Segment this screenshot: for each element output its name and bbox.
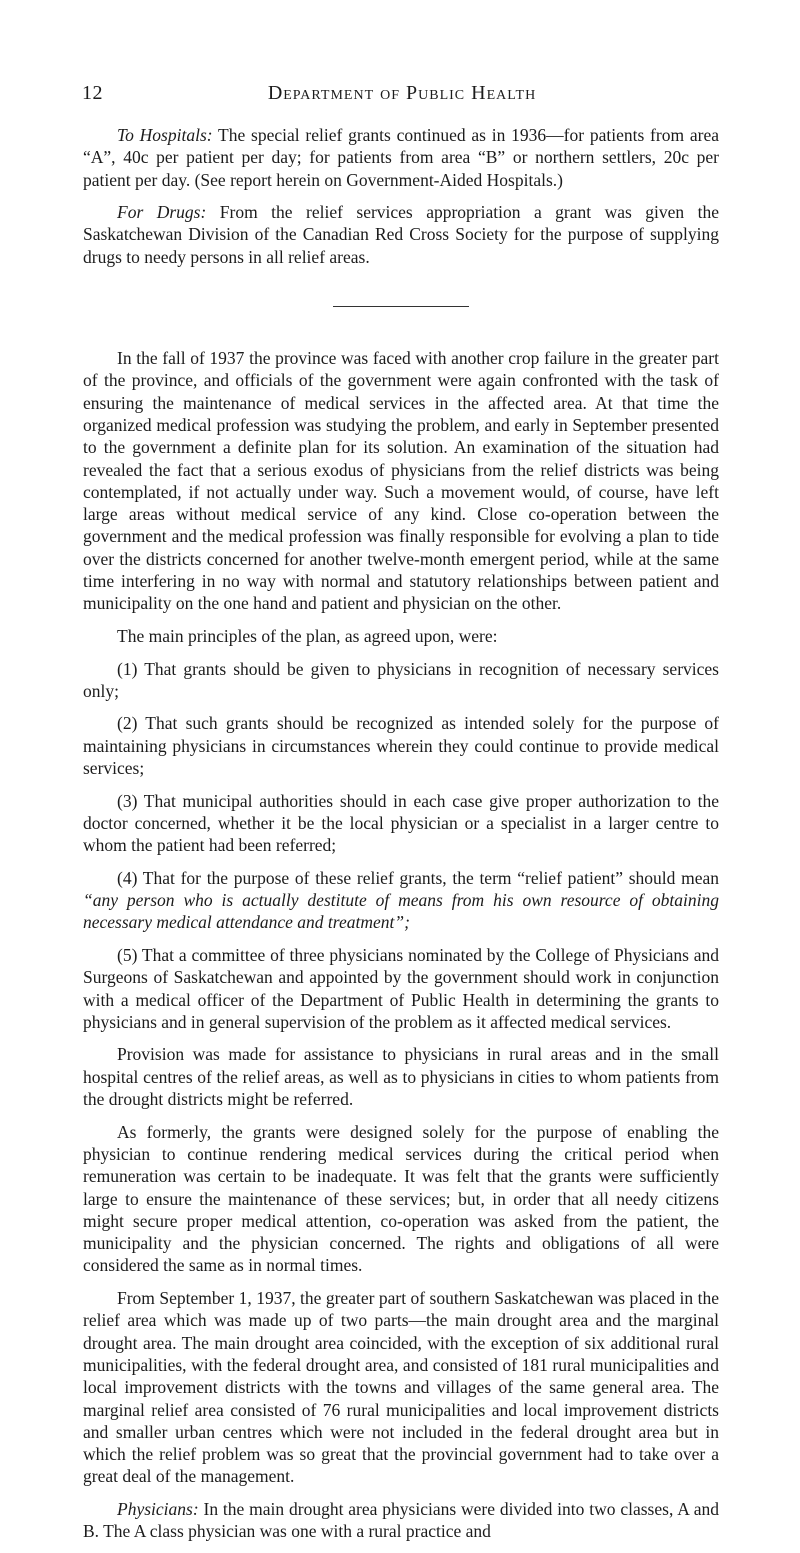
header-title: Department of Public Health	[267, 82, 537, 104]
physicians-heading: Physicians:	[117, 1499, 199, 1519]
physicians-paragraph	[83, 1498, 719, 1543]
page-number: 12	[82, 82, 103, 104]
hospitals-paragraph	[83, 124, 719, 191]
drugs-heading: For Drugs:	[117, 202, 207, 223]
running-header	[82, 82, 722, 112]
principle-3: (3) That municipal authorities should in each case give proper authorization to the doctor concerned, whether it be the local physician or a specialist in a larger centre to whom the patient had been referred;	[83, 790, 719, 856]
hospitals-text: The special relief grants continued as in 1936—for patients from area “A”, 40c per patient per day; for patients from area “B” or northern settlers, 20c per patient per day. (See report herein on Government-Aided Hospitals.)	[83, 125, 719, 190]
principle-4-text: (4) That for the purpose of these relief grants, the term “relief patient” should mean	[117, 867, 719, 888]
principle-2: (2) That such grants should be recognized as intended solely for the purpose of maintaining physicians in circumstances wherein they could continue to provide medical services;	[83, 713, 719, 779]
principle-5: (5) That a committee of three physicians nominated by the College of Physicians and Surgeons of Saskatchewan and appointed by the government should work in conjunction with a medical officer of the Department of Public Health in determining the grants to physicians and in general supervision of the problem as it affected medical services.	[83, 944, 719, 1032]
principle-4	[83, 867, 719, 934]
principle-4-definition: “any person who is actually destitute of means from his own resource of obtaining necessary medical attendance and treatment”;	[83, 890, 719, 933]
paragraph-provision: Provision was made for assistance to physicians in rural areas and in the small hospital centres of the relief areas, as well as to physicians in cities to whom patients from the drought districts might be referred.	[83, 1044, 719, 1110]
paragraph-principles-intro: The main principles of the plan, as agreed upon, were:	[117, 625, 498, 646]
hospitals-heading: To Hospitals:	[117, 125, 213, 145]
physicians-text: In the main drought area physicians were divided into two classes, A and B. The A class physician was one with a rural practice and	[83, 1499, 719, 1542]
principle-1: (1) That grants should be given to physicians in recognition of necessary services only;	[83, 658, 719, 701]
section-divider	[333, 306, 469, 307]
paragraph-september: From September 1, 1937, the greater part of southern Saskatchewan was placed in the relief area which was made up of two parts—the main drought area and the marginal drought area. The main drought area coincided, with the exception of six additional rural municipalities, with the federal drought area, and consisted of 181 rural municipalities and local improvement districts with the towns and villages of the same general area. The marginal relief area consisted of 76 rural municipalities and local improvement districts and smaller urban centres which were not included in the federal drought area but in which the relief problem was so great that the provincial government had to take over a great deal of the management.	[83, 1288, 719, 1487]
drugs-paragraph	[83, 201, 719, 268]
body-text	[83, 124, 719, 1553]
drugs-text: From the relief services appropriation a grant was given the Saskatchewan Division of the Canadian Red Cross Society for the purpose of supplying drugs to needy persons in all relief areas.	[83, 202, 719, 267]
paragraph-formerly: As formerly, the grants were designed solely for the purpose of enabling the physician to continue rendering medical services during the critical period when remuneration was certain to be inadequate. It was felt that the grants were sufficiently large to ensure the maintenance of these services; but, in order that all needy citizens might secure proper medical attention, co-operation was asked from the patient, the municipality and the physician concerned. The rights and obligations of all were considered the same as in normal times.	[83, 1121, 719, 1276]
paragraph-fall-1937: In the fall of 1937 the province was faced with another crop failure in the greater part of the province, and officials of the government were again confronted with the task of ensuring the maintenance of medical services in the affected area. At that time the organized medical profession was studying the problem, and early in September presented to the government a definite plan for its solution. An examination of the situation had revealed the fact that a serious exodus of physicians from the relief districts was being contemplated, if not actually under way. Such a movement would, of course, have left large areas without medical service of any kind. Close co-operation between the government and the medical profession was finally responsible for evolving a plan to tide over the districts concerned for another twelve-month emergent period, while at the same time interfering in no way with normal and statutory relationships between patient and municipality on the one hand and patient and physician on the other.	[83, 348, 719, 614]
